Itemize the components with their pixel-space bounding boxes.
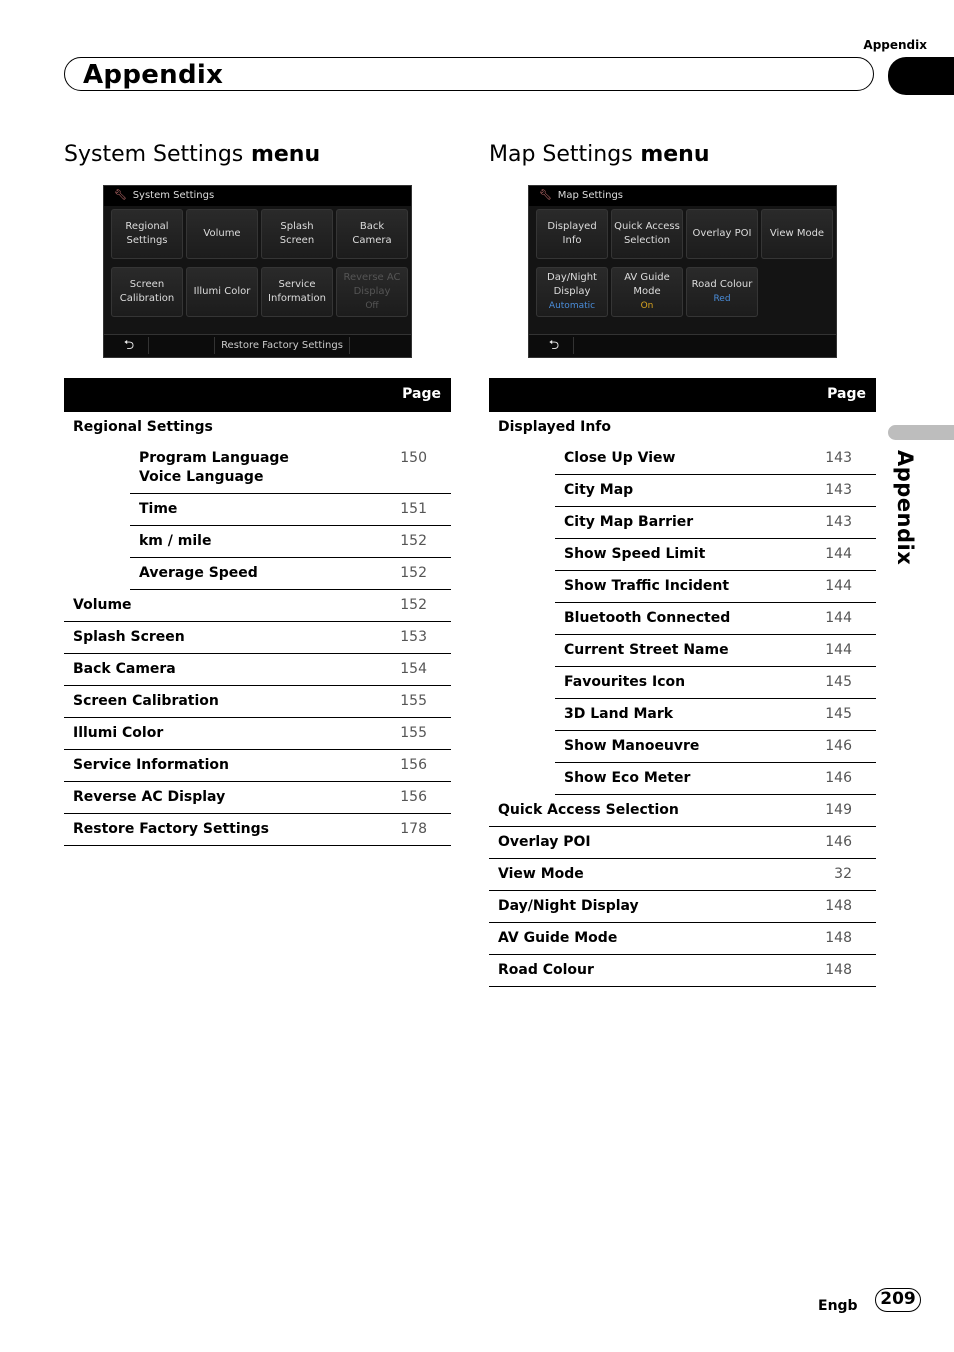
- screen-titlebar: [529, 186, 836, 206]
- table-row: [489, 891, 876, 923]
- tile-line: Road Colour: [691, 279, 753, 290]
- tile-line: Day/Night: [547, 272, 597, 283]
- tile-volume[interactable]: [186, 209, 258, 259]
- row-page-number: 145: [825, 706, 852, 722]
- wrench-icon: 🔧︎: [114, 190, 127, 201]
- table-row: [489, 923, 876, 955]
- tile-line: Selection: [623, 235, 671, 246]
- row-label-text: Average Speed: [139, 565, 258, 581]
- row-label-text: Current Street Name: [564, 642, 729, 658]
- row-page-number: 153: [400, 629, 427, 645]
- tile-day-night[interactable]: [536, 267, 608, 317]
- row-label-text: View Mode: [498, 866, 584, 882]
- row-label-text: AV Guide Mode: [498, 930, 618, 946]
- row-label-text: Regional Settings: [73, 419, 213, 435]
- table-row: [64, 814, 451, 846]
- row-page-number: 156: [400, 789, 427, 805]
- row-label-text: Volume: [73, 597, 132, 613]
- row-label: [64, 718, 451, 749]
- table-row: [489, 859, 876, 891]
- row-label-text: Show Traffic Incident: [564, 578, 730, 594]
- row-page-number: 146: [825, 738, 852, 754]
- row-page-number: 148: [825, 898, 852, 914]
- page-number: 209: [875, 1288, 921, 1312]
- tile-service[interactable]: [261, 267, 333, 317]
- side-tab-bar: [888, 425, 954, 440]
- system-title-main: System Settings: [64, 142, 244, 167]
- row-page-number: 143: [825, 450, 852, 466]
- tile-line: Illumi Color: [193, 286, 251, 297]
- row-page-number: 146: [825, 834, 852, 850]
- table-row: [555, 603, 876, 635]
- row-label: [489, 955, 876, 986]
- row-label-text: Restore Factory Settings: [73, 821, 269, 837]
- chapter-header: [64, 57, 874, 91]
- row-label: [64, 622, 451, 653]
- table-row: [64, 686, 451, 718]
- system-settings-title: [64, 142, 320, 167]
- restore-factory-settings-button[interactable]: Restore Factory Settings: [214, 337, 350, 354]
- chapter-title: Appendix: [83, 60, 224, 90]
- page-column-header: Page: [827, 386, 866, 402]
- tile-line: Regional: [125, 221, 169, 232]
- tile-line: Info: [562, 235, 582, 246]
- tile-line: Back: [359, 221, 385, 232]
- row-label-text: Show Manoeuvre: [564, 738, 700, 754]
- row-label-text: Illumi Color: [73, 725, 164, 741]
- row-label-text: Back Camera: [73, 661, 176, 677]
- row-page-number: 149: [825, 802, 852, 818]
- row-page-number: 144: [825, 610, 852, 626]
- table-row: [555, 571, 876, 603]
- row-label-text: Reverse AC Display: [73, 789, 226, 805]
- row-label-text: Show Speed Limit: [564, 546, 706, 562]
- tile-overlay-poi[interactable]: [686, 209, 758, 259]
- row-label-text: Splash Screen: [73, 629, 185, 645]
- table-row: [555, 699, 876, 731]
- row-page-number: 148: [825, 962, 852, 978]
- row-label: [64, 782, 451, 813]
- table-row: [130, 558, 451, 590]
- row-page-number: 152: [400, 597, 427, 613]
- row-label: [64, 814, 451, 845]
- row-page-number: 155: [400, 725, 427, 741]
- screen-titlebar: [104, 186, 411, 206]
- tile-regional[interactable]: [111, 209, 183, 259]
- table-row: [64, 654, 451, 686]
- tile-line: Volume: [203, 228, 241, 239]
- map-title-menu: menu: [640, 142, 710, 167]
- row-label-text: Service Information: [73, 757, 229, 773]
- screen-title: System Settings: [132, 190, 215, 201]
- row-label-text: Road Colour: [498, 962, 594, 978]
- running-header: Appendix: [863, 38, 927, 52]
- tile-view-mode[interactable]: [761, 209, 833, 259]
- page-column-header: Page: [402, 386, 441, 402]
- table-row: [130, 526, 451, 558]
- tile-line: Automatic: [548, 301, 596, 311]
- tile-line: Display: [553, 286, 591, 297]
- screen-bottombar: [529, 334, 836, 357]
- table-row: [555, 507, 876, 539]
- row-label-text: City Map: [564, 482, 634, 498]
- table-row: [555, 731, 876, 763]
- tile-quick-access[interactable]: [611, 209, 683, 259]
- table-row: [555, 763, 876, 795]
- row-label: [489, 795, 876, 826]
- tile-line: Overlay POI: [692, 228, 752, 239]
- table-row: [555, 539, 876, 571]
- tile-line: Display: [353, 286, 391, 297]
- tile-line: Splash: [280, 221, 314, 232]
- tile-line: Screen: [129, 279, 165, 290]
- row-label-text: Bluetooth Connected: [564, 610, 731, 626]
- tile-splash[interactable]: [261, 209, 333, 259]
- wrench-icon: 🔧︎: [539, 190, 552, 201]
- row-label: [489, 923, 876, 954]
- row-label-text: Voice Language: [139, 469, 264, 485]
- tile-line: AV Guide: [624, 272, 670, 283]
- chapter-tab-block: [888, 57, 954, 95]
- row-label-text: km / mile: [139, 533, 212, 549]
- tile-line: Red: [713, 294, 731, 304]
- row-label-text: Screen Calibration: [73, 693, 219, 709]
- row-page-number: 146: [825, 770, 852, 786]
- row-label-text: Program Language: [139, 450, 289, 466]
- table-row: [489, 795, 876, 827]
- table-row: [555, 635, 876, 667]
- row-label: [64, 412, 451, 443]
- row-page-number: 32: [834, 866, 852, 882]
- table-row: [130, 443, 451, 494]
- table-row: [64, 750, 451, 782]
- system-title-menu: menu: [250, 142, 321, 167]
- row-page-number: 154: [400, 661, 427, 677]
- tile-screen[interactable]: [111, 267, 183, 317]
- row-label-text: Quick Access Selection: [498, 802, 679, 818]
- tile-back[interactable]: [336, 209, 408, 259]
- tile-line: Settings: [126, 235, 168, 246]
- tile-line: Service: [278, 279, 316, 290]
- table-header: [489, 378, 876, 412]
- row-label: [489, 827, 876, 858]
- screen-title: Map Settings: [557, 190, 624, 201]
- side-tab-label: Appendix: [893, 450, 917, 566]
- system-settings-table: [64, 378, 451, 846]
- row-label: [64, 686, 451, 717]
- back-icon[interactable]: ⮌: [535, 337, 574, 354]
- row-label-text: 3D Land Mark: [564, 706, 674, 722]
- tile-line: Calibration: [119, 293, 175, 304]
- row-label-text: Close Up View: [564, 450, 676, 466]
- table-row: [489, 412, 876, 443]
- row-page-number: 150: [400, 450, 427, 466]
- row-label-text: Time: [139, 501, 178, 517]
- row-label: [64, 590, 451, 621]
- tile-line: Off: [365, 301, 379, 311]
- back-icon[interactable]: ⮌: [110, 337, 149, 354]
- tile-road-colour[interactable]: [686, 267, 758, 317]
- row-label: [489, 412, 876, 443]
- row-page-number: 156: [400, 757, 427, 773]
- tile-illumi-color[interactable]: [186, 267, 258, 317]
- row-page-number: 144: [825, 642, 852, 658]
- tile-displayed[interactable]: [536, 209, 608, 259]
- row-page-number: 143: [825, 514, 852, 530]
- row-label: [64, 750, 451, 781]
- row-page-number: 151: [400, 501, 427, 517]
- row-label: [489, 859, 876, 890]
- row-label-text: City Map Barrier: [564, 514, 694, 530]
- tile-line: Camera: [352, 235, 392, 246]
- row-label: [489, 891, 876, 922]
- table-row: [489, 955, 876, 987]
- row-page-number: 144: [825, 546, 852, 562]
- tile-line: Screen: [279, 235, 315, 246]
- tile-line: View Mode: [769, 228, 825, 239]
- table-row: [555, 443, 876, 475]
- tile-line: Displayed: [547, 221, 597, 232]
- table-row: [555, 667, 876, 699]
- table-row: [64, 622, 451, 654]
- table-row: [555, 475, 876, 507]
- table-row: [130, 494, 451, 526]
- screen-bottombar: [104, 334, 411, 357]
- row-page-number: 155: [400, 693, 427, 709]
- tile-line: Quick Access: [614, 221, 680, 232]
- tile-line: On: [640, 301, 654, 311]
- row-label: [64, 654, 451, 685]
- row-page-number: 144: [825, 578, 852, 594]
- row-page-number: 178: [400, 821, 427, 837]
- table-row: [489, 827, 876, 859]
- table-row: [64, 590, 451, 622]
- row-page-number: 145: [825, 674, 852, 690]
- table-row: [64, 718, 451, 750]
- table-row: [64, 782, 451, 814]
- system-settings-screen: [103, 185, 412, 358]
- table-row: [64, 412, 451, 443]
- tile-line: Information: [268, 293, 326, 304]
- row-page-number: 152: [400, 565, 427, 581]
- row-label-text: Show Eco Meter: [564, 770, 691, 786]
- tile-line: Mode: [633, 286, 661, 297]
- row-page-number: 148: [825, 930, 852, 946]
- tile-reverse-ac[interactable]: [336, 267, 408, 317]
- row-label-text: Day/Night Display: [498, 898, 639, 914]
- map-title-main: Map Settings: [489, 142, 633, 167]
- row-page-number: 152: [400, 533, 427, 549]
- row-label-text: Displayed Info: [498, 419, 611, 435]
- table-header: [64, 378, 451, 412]
- footer-language: Engb: [818, 1298, 858, 1314]
- tile-line: Reverse AC: [343, 272, 401, 283]
- map-settings-title: [489, 142, 710, 167]
- row-label-text: Overlay POI: [498, 834, 591, 850]
- tile-av-guide[interactable]: [611, 267, 683, 317]
- row-page-number: 143: [825, 482, 852, 498]
- row-label-text: Favourites Icon: [564, 674, 686, 690]
- map-settings-screen: [528, 185, 837, 358]
- map-settings-table: [489, 378, 876, 987]
